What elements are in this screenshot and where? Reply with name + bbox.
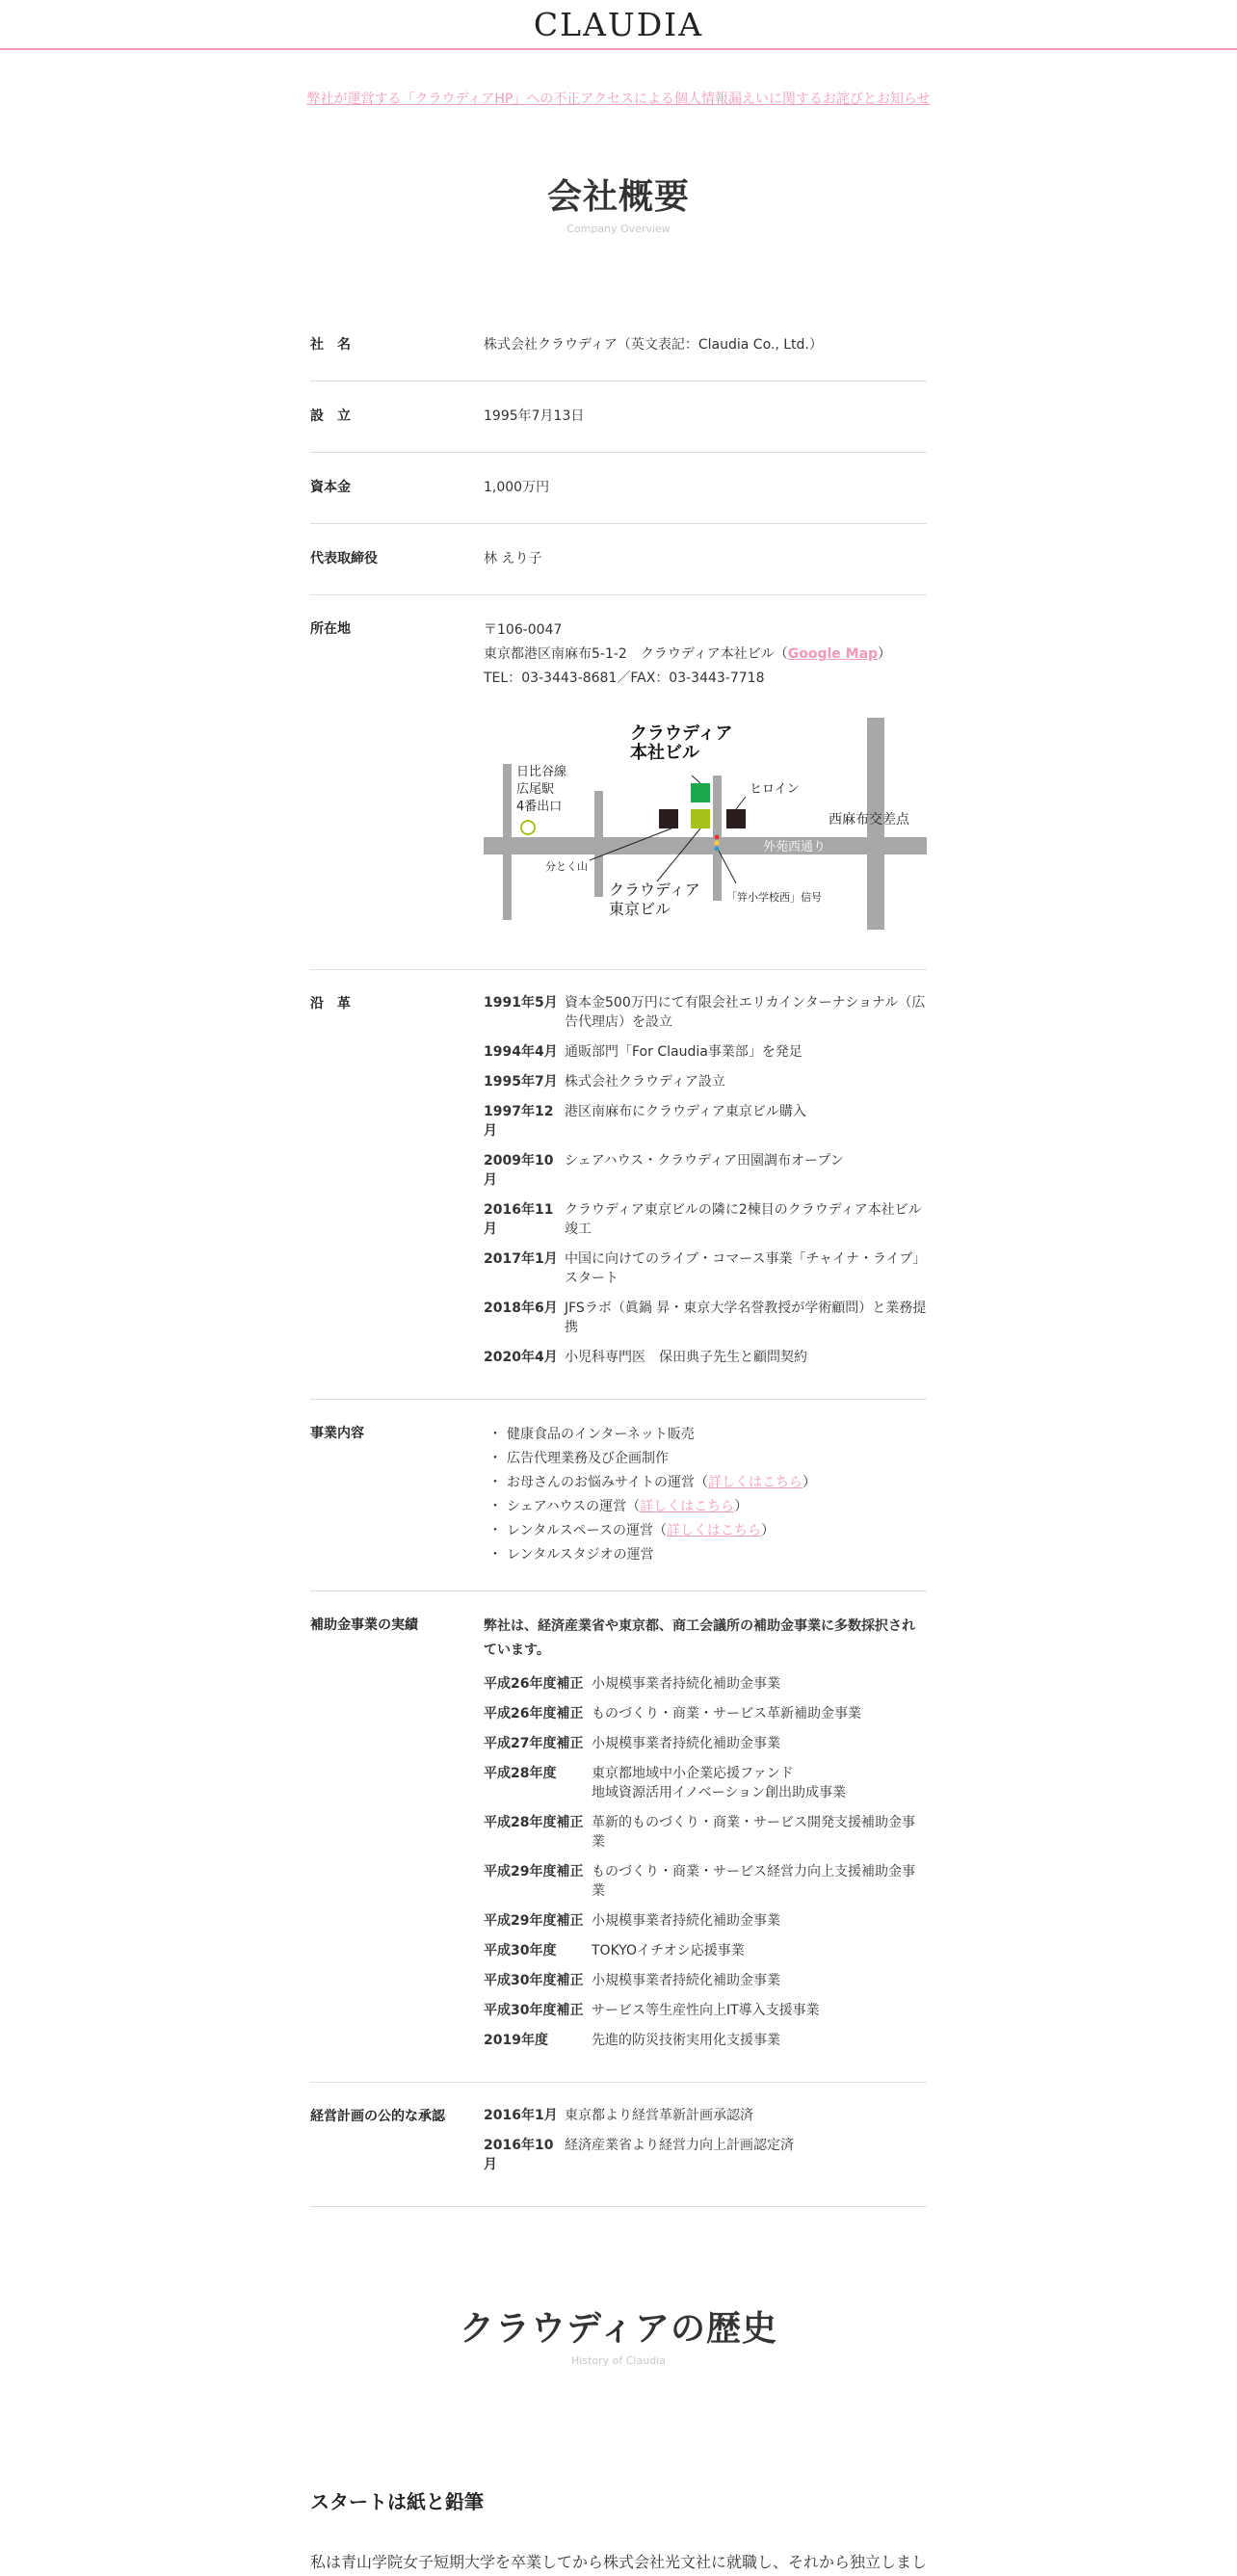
rental-space-link[interactable]: 詳しくはこちら: [666, 1523, 761, 1538]
main-road: [484, 837, 927, 854]
address-text: 東京都港区南麻布5-1-2 クラウディア本社ビル（: [484, 646, 788, 662]
subsidy-item: [484, 1971, 927, 1990]
company-name-value: 株式会社クラウディア（英文表記：Claudia Co., Ltd.）: [484, 337, 823, 353]
subsidy-item: [484, 1941, 927, 1960]
road-left: [503, 764, 512, 920]
subsidy-text-line1: 東京都地域中小企業応援ファンド: [592, 1766, 794, 1781]
history-text: 中国に向けてのライブ・コマース事業「チャイナ・ライブ」スタート: [565, 1251, 927, 1286]
address-label: 所在地: [310, 621, 351, 637]
map-hq-label-2: 本社ビル: [630, 743, 699, 763]
business-text: レンタルスタジオの運営: [507, 1547, 654, 1563]
bullet: ・: [488, 1499, 502, 1514]
subsidy-item: [484, 1813, 927, 1852]
business-list: [484, 1423, 927, 1567]
address-close: ）: [878, 646, 892, 662]
history-text: JFSラボ（眞鍋 昇・東京大学名誉教授が学術顧問）と業務提携: [565, 1301, 927, 1335]
history-label: 沿 革: [310, 996, 351, 1012]
row-history: [310, 970, 927, 1400]
row-capital: [310, 453, 927, 524]
row-founded: [310, 381, 927, 453]
bullet: ・: [488, 1451, 502, 1466]
history-text: 資本金500万円にて有限会社エリカインターナショナル（広告代理店）を設立: [565, 995, 926, 1030]
tokyo-leader: [657, 828, 700, 881]
history-section-title: クラウディアの歴史: [459, 2309, 778, 2349]
history-date: 2017年1月: [484, 1251, 558, 1267]
bullet: ・: [488, 1475, 502, 1490]
subsidy-text: ものづくり・商業・サービス革新補助金事業: [592, 1706, 861, 1722]
subsidy-text-line2: 地域資源活用イノベーション創出助成事業: [592, 1785, 847, 1801]
subsidy-date: 平成30年度補正: [484, 1973, 584, 1988]
history-item: [484, 1249, 927, 1288]
business-label: 事業内容: [310, 1426, 364, 1441]
subsidy-item: [484, 1862, 927, 1901]
history-date: 1995年7月: [484, 1074, 558, 1090]
story-heading: スタートは紙と鉛筆: [310, 2490, 484, 2513]
paren-close: ）: [734, 1499, 749, 1514]
bldg-heroine: [726, 809, 746, 828]
station-exit-icon: [521, 821, 535, 834]
history-date: 2016年11月: [484, 1202, 554, 1237]
subsidy-item: [484, 1764, 927, 1802]
business-text: お母さんのお悩みサイトの運営（: [507, 1475, 709, 1490]
subsidy-item: [484, 1704, 927, 1723]
bullet: ・: [488, 1523, 502, 1538]
approval-text: 東京都より経営革新計画承認済: [565, 2108, 753, 2123]
business-text: シェアハウスの運営（: [507, 1499, 641, 1514]
subsidy-label: 補助金事業の実績: [310, 1617, 418, 1633]
heroine-leader: [736, 797, 746, 809]
row-company-name: [310, 310, 927, 381]
history-date: 1997年12月: [484, 1104, 554, 1139]
road-mid: [594, 791, 603, 897]
business-item: [484, 1495, 927, 1519]
bullet: ・: [488, 1427, 502, 1442]
subsidy-text: 革新的ものづくり・商業・サービス開発支援補助金事業: [592, 1815, 915, 1850]
approval-item: [484, 2106, 927, 2125]
sharehouse-link[interactable]: 詳しくはこちら: [640, 1499, 735, 1514]
map-hq-label-1: クラウディア: [630, 723, 733, 744]
street-address: [484, 643, 927, 667]
row-ceo: [310, 524, 927, 595]
history-list: [484, 993, 927, 1378]
subsidy-text: 小規模事業者持続化補助金事業: [592, 1913, 780, 1929]
history-text: シェアハウス・クラウディア田園調布オープン: [565, 1153, 844, 1169]
subsidy-item: [484, 1734, 927, 1753]
history-date: 1994年4月: [484, 1044, 558, 1060]
approval-label: 経営計画の公的な承認: [310, 2109, 445, 2124]
subsidy-date: 平成26年度補正: [484, 1706, 584, 1722]
overview-subtitle: Company Overview: [566, 223, 671, 235]
bldg-bunbuntokusan: [659, 809, 678, 828]
subsidy-text: [592, 1764, 927, 1802]
map-station-3: 4番出口: [516, 800, 563, 814]
map-gaien: 外苑西通り: [763, 840, 827, 854]
map-heroine: ヒロイン: [750, 782, 800, 797]
subsidy-text: 小規模事業者持続化補助金事業: [592, 1736, 780, 1751]
paren-close: ）: [760, 1523, 775, 1538]
history-section-subtitle: History of Claudia: [571, 2354, 666, 2367]
subsidy-text: 小規模事業者持続化補助金事業: [592, 1973, 780, 1988]
business-item: [484, 1447, 927, 1471]
history-date: 2018年6月: [484, 1301, 558, 1316]
subsidy-date: 平成26年度補正: [484, 1676, 584, 1692]
history-text: 通販部門「For Claudia事業部」を発足: [565, 1044, 803, 1060]
google-map-link[interactable]: Google Map: [787, 646, 879, 662]
map-tokyo-1: クラウディア: [609, 881, 700, 899]
row-business: [310, 1400, 927, 1591]
subsidy-date: 平成27年度補正: [484, 1736, 584, 1751]
capital-value: 1,000万円: [484, 480, 550, 495]
bldg-hq: [691, 783, 710, 802]
history-item: [484, 1102, 927, 1141]
history-text: 港区南麻布にクラウディア東京ビル購入: [565, 1104, 806, 1119]
history-item: [484, 1299, 927, 1337]
subsidy-lead: 弊社は、経済産業省や東京都、商工会議所の補助金事業に多数採択されています。: [484, 1618, 915, 1658]
bullet: ・: [488, 1547, 502, 1563]
subsidy-date: 平成30年度補正: [484, 2003, 584, 2018]
map-signal: 「笄小学校西」信号: [726, 891, 822, 904]
history-item: [484, 1200, 927, 1239]
map-station-1: 日比谷線: [516, 765, 567, 779]
approval-text: 経済産業省より経営力向上計画認定済: [565, 2138, 794, 2153]
business-item: [484, 1471, 927, 1495]
business-text: 広告代理業務及び企画制作: [507, 1451, 669, 1466]
row-approval: [310, 2083, 927, 2207]
site-header: [0, 0, 1237, 50]
paren-close: ）: [803, 1475, 817, 1490]
postal-code: 〒106-0047: [484, 622, 563, 638]
claudia-logo[interactable]: CLAUDIA: [533, 6, 704, 43]
subsidy-date: 平成28年度補正: [484, 1815, 584, 1830]
notice-banner: [0, 89, 1237, 108]
tel-fax: TEL：03-3443-8681／FAX：03-3443-7718: [484, 670, 765, 686]
approval-item: [484, 2136, 927, 2174]
history-item: [484, 993, 927, 1032]
business-text: レンタルスペースの運営（: [507, 1523, 667, 1538]
map-bunbuntokusan: 分とく山: [545, 860, 588, 873]
subsidy-date: 平成30年度: [484, 1943, 557, 1958]
story-block: [310, 2486, 927, 2576]
approval-list: [484, 2106, 927, 2185]
subsidy-date: 平成29年度補正: [484, 1913, 584, 1929]
history-item: [484, 1042, 927, 1062]
subsidy-item: [484, 1674, 927, 1694]
ceo-value: 林 えり子: [484, 551, 542, 566]
history-date: 2020年4月: [484, 1350, 558, 1365]
business-item: [484, 1543, 927, 1567]
signal-icon-red: [715, 835, 720, 840]
business-item: [484, 1423, 927, 1447]
overview-title-block: [0, 170, 1237, 235]
subsidy-text: TOKYOイチオシ応援事業: [592, 1943, 745, 1958]
business-text: 健康食品のインターネット販売: [507, 1427, 695, 1442]
history-text: 株式会社クラウディア設立: [565, 1074, 725, 1090]
row-address: [310, 595, 927, 970]
subsidy-text: ものづくり・商業・サービス経営力向上支援補助金事業: [592, 1864, 915, 1899]
access-map: [484, 718, 927, 942]
map-tokyo-2: 東京ビル: [609, 900, 671, 918]
overview-title: 会社概要: [546, 177, 690, 217]
founded-value: 1995年7月13日: [484, 408, 585, 424]
address-value: [484, 618, 927, 946]
history-title-block: [0, 2301, 1237, 2367]
company-info-table: [310, 310, 927, 2207]
history-date: 2009年10月: [484, 1153, 554, 1188]
row-subsidy: [310, 1591, 927, 2083]
subsidy-date: 2019年度: [484, 2033, 548, 2048]
signal-icon-blue: [715, 847, 720, 852]
map-station-2: 広尾駅: [516, 782, 555, 797]
founded-label: 設 立: [310, 408, 351, 424]
approval-date: 2016年1月: [484, 2108, 558, 2123]
signal-icon-yellow: [715, 841, 720, 846]
map-nishiazabu: 西麻布交差点: [829, 812, 909, 828]
company-name-label: 社 名: [310, 337, 351, 353]
subsidy-date: 平成29年度補正: [484, 1864, 584, 1879]
approval-date: 2016年10月: [484, 2138, 554, 2172]
story-paragraph: 私は青山学院女子短期大学を卒業してから株式会社光文社に就職し、それから独立しまし: [310, 2553, 928, 2571]
subsidy-text: 先進的防災技術実用化支援事業: [592, 2033, 780, 2048]
subsidy-text: 小規模事業者持続化補助金事業: [592, 1676, 780, 1692]
history-item: [484, 1151, 927, 1190]
security-notice-link[interactable]: 弊社が運営する「クラウディアHP」への不正アクセスによる個人情報漏えいに関するお詫びとお知らせ: [306, 92, 931, 107]
subsidy-item: [484, 1911, 927, 1931]
history-item: [484, 1072, 927, 1091]
subsidy-text: サービス等生産性向上IT導入支援事業: [592, 2003, 820, 2018]
subsidy-item: [484, 2001, 927, 2020]
mothers-site-link[interactable]: 詳しくはこちら: [708, 1475, 803, 1490]
history-text: 小児科専門医 保田典子先生と顧問契約: [565, 1350, 807, 1365]
hq-leader: [692, 775, 700, 783]
history-text: クラウディア東京ビルの隣に2棟目のクラウディア本社ビル竣工: [565, 1202, 922, 1237]
subsidy-date: 平成28年度: [484, 1766, 557, 1781]
history-date: 1991年5月: [484, 995, 558, 1011]
access-map-svg: [484, 718, 927, 933]
subsidy-item: [484, 2031, 927, 2050]
business-item: [484, 1519, 927, 1543]
bldg-tokyo: [691, 809, 710, 828]
subsidy-list: [484, 1615, 927, 2061]
history-item: [484, 1348, 927, 1367]
ceo-label: 代表取締役: [310, 551, 378, 566]
capital-label: 資本金: [310, 480, 351, 495]
